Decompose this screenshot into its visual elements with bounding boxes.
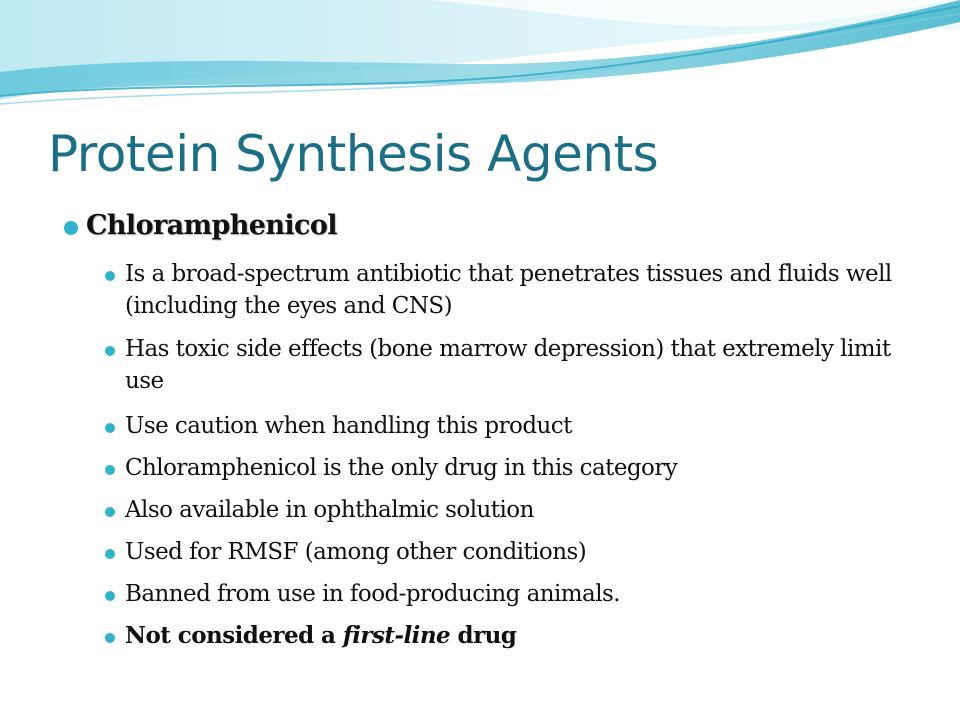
- bullet-dot-icon: [64, 221, 78, 235]
- sub-bullet-item: [125, 578, 915, 610]
- sub-bullet-item: [125, 536, 915, 568]
- slide-title: Protein Synthesis Agents: [48, 125, 659, 183]
- bullet-dot-icon: [105, 271, 115, 281]
- sub-bullet-text: Used for RMSF (among other conditions): [125, 539, 587, 565]
- sub-bullet-text: Has toxic side effects (bone marrow depression) that extremely limit use: [125, 336, 891, 394]
- sub-bullet-text: Is a broad-spectrum antibiotic that penetrates tissues and fluids well (including the eyes and CNS): [125, 261, 892, 319]
- main-bullet-text: Chloramphenicol: [86, 210, 337, 241]
- sub-bullet-text: Use caution when handling this product: [125, 413, 572, 439]
- bullet-dot-icon: [105, 507, 115, 517]
- bullet-dot-icon: [105, 591, 115, 601]
- bullet-dot-icon: [105, 465, 115, 475]
- emphasis-text-italic: first-line: [342, 622, 451, 649]
- sub-bullet-item-emphasis: [125, 620, 915, 652]
- sub-bullet-text: Banned from use in food-producing animals.: [125, 581, 621, 607]
- sub-bullet-item: [125, 258, 915, 322]
- bullet-dot-icon: [105, 346, 115, 356]
- sub-bullet-item: [125, 494, 915, 526]
- sub-bullet-item: [125, 333, 915, 397]
- sub-bullet-item: [125, 452, 915, 484]
- header-wave-decoration: [0, 0, 960, 120]
- emphasis-text-before: Not considered a: [125, 622, 343, 649]
- sub-bullet-text: Chloramphenicol is the only drug in this category: [125, 455, 678, 481]
- bullet-dot-icon: [105, 549, 115, 559]
- sub-bullet-text: Also available in ophthalmic solution: [125, 497, 534, 523]
- sub-bullet-item: [125, 410, 915, 442]
- main-bullet: [86, 206, 337, 246]
- bullet-dot-icon: [105, 633, 115, 643]
- sub-bullet-text: [125, 620, 915, 652]
- bullet-dot-icon: [105, 423, 115, 433]
- emphasis-text-after: drug: [450, 622, 517, 649]
